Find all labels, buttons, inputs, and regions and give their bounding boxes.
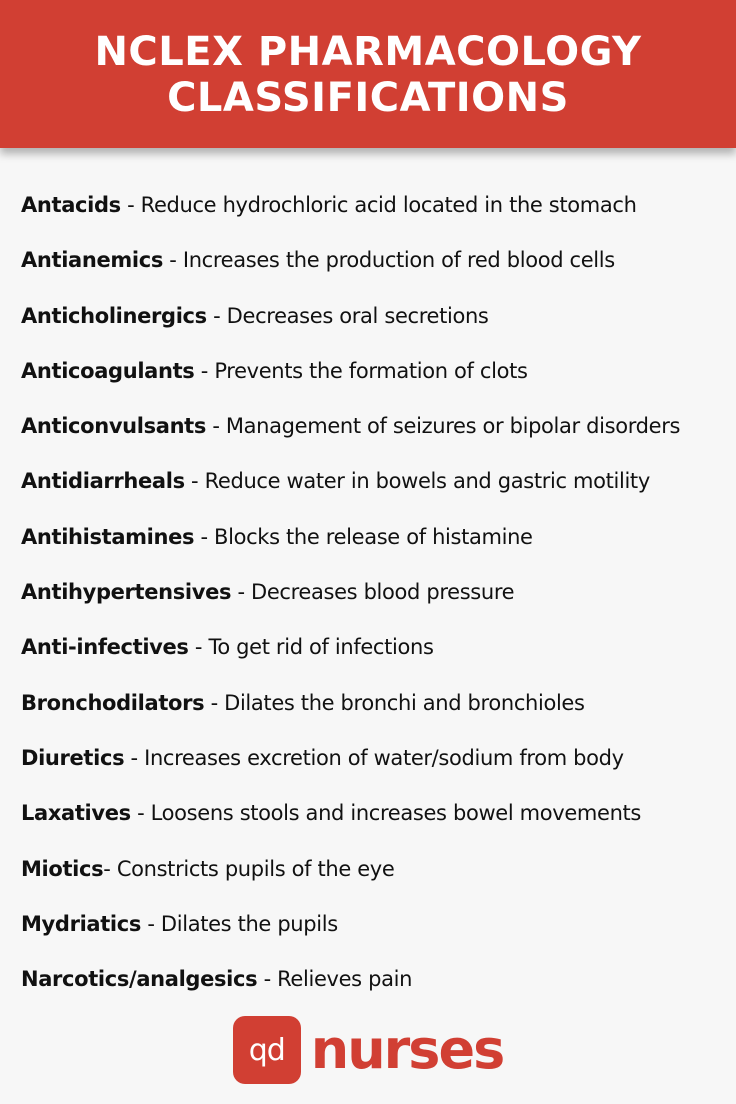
drug-class-term: Anticonvulsants <box>21 414 207 439</box>
list-item <box>21 241 731 296</box>
drug-class-description: - Increases the production of red blood cells <box>162 248 615 273</box>
list-item <box>21 850 731 905</box>
drug-class-description: - Reduce water in bowels and gastric motility <box>184 469 650 494</box>
drug-class-description: - Management of seizures or bipolar disorders <box>206 414 681 439</box>
drug-class-term: Anticholinergics <box>21 303 207 328</box>
drug-class-term: Antidiarrheals <box>21 469 185 494</box>
drug-class-description: - Constricts pupils of the eye <box>103 856 395 881</box>
qd-nurses-logo <box>0 1015 736 1085</box>
drug-class-description: - Dilates the bronchi and bronchioles <box>204 690 585 715</box>
drug-class-description: - Blocks the release of histamine <box>194 524 533 549</box>
list-item <box>21 186 731 241</box>
drug-class-term: Antihistamines <box>21 524 195 549</box>
drug-class-term: Antihypertensives <box>21 580 232 605</box>
list-item <box>21 573 731 628</box>
page-title-line-1: NCLEX PHARMACOLOGY <box>94 29 642 75</box>
logo-mark: qd <box>233 1016 301 1084</box>
list-item <box>21 684 731 739</box>
list-item <box>21 518 731 573</box>
list-item <box>21 462 731 517</box>
drug-class-term: Mydriatics <box>21 911 142 936</box>
drug-class-description: - Decreases oral secretions <box>206 303 489 328</box>
drug-class-description: - Increases excretion of water/sodium from body <box>124 745 624 770</box>
drug-class-term: Anticoagulants <box>21 358 195 383</box>
drug-class-term: Antacids <box>21 193 121 217</box>
list-item <box>21 960 731 1015</box>
list-item <box>21 407 731 462</box>
list-item <box>21 628 731 683</box>
header-banner <box>0 0 736 148</box>
list-item <box>21 794 731 849</box>
drug-class-description: - Prevents the formation of clots <box>194 358 528 383</box>
list-item <box>21 739 731 794</box>
list-item <box>21 297 731 352</box>
page-title-line-2: CLASSIFICATIONS <box>167 75 569 121</box>
drug-class-description: - Loosens stools and increases bowel movements <box>130 801 642 826</box>
drug-class-term: Anti-infectives <box>21 635 189 660</box>
drug-class-term: Bronchodilators <box>21 690 205 715</box>
drug-class-description: - Reduce hydrochloric acid located in the stomach <box>120 193 637 217</box>
list-item <box>21 352 731 407</box>
classification-list <box>21 186 731 1015</box>
drug-class-term: Laxatives <box>21 801 131 826</box>
drug-class-term: Antianemics <box>21 248 163 273</box>
drug-class-description: - Dilates the pupils <box>141 911 338 936</box>
logo-wordmark: nurses <box>310 1018 504 1081</box>
drug-class-description: - Decreases blood pressure <box>231 580 515 605</box>
drug-class-term: Diuretics <box>21 745 125 770</box>
drug-class-description: - To get rid of infections <box>188 635 434 660</box>
drug-class-description: - Relieves pain <box>257 967 413 992</box>
drug-class-term: Miotics <box>21 856 104 881</box>
list-item <box>21 905 731 960</box>
drug-class-term: Narcotics/analgesics <box>21 967 258 992</box>
